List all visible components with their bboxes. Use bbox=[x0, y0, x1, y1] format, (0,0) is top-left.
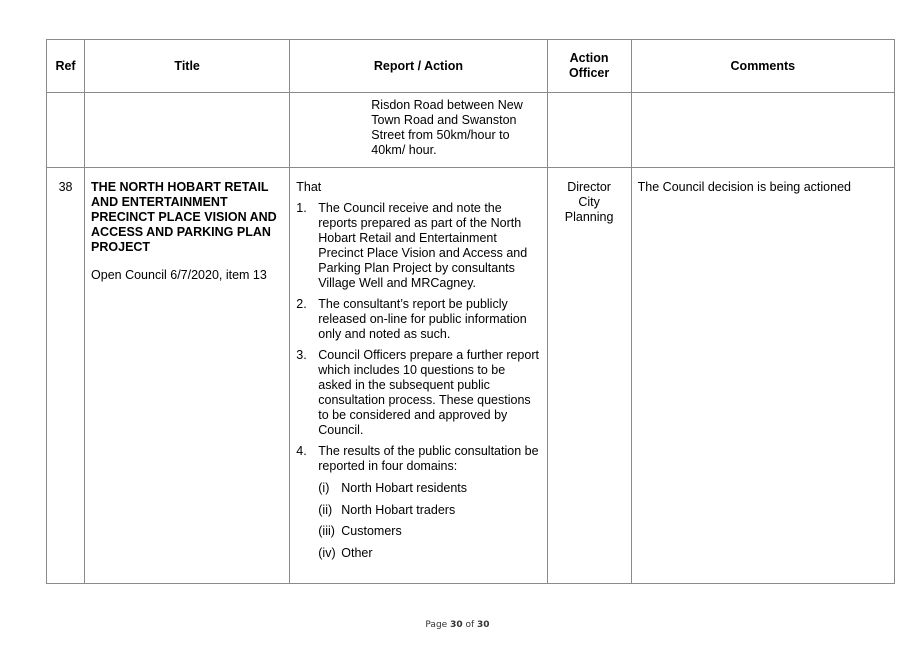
domains-list bbox=[318, 481, 540, 561]
page-footer bbox=[0, 620, 915, 630]
footer-page-number: 30 bbox=[450, 620, 463, 630]
continuation-row bbox=[47, 93, 895, 168]
cont-report-cell bbox=[290, 93, 547, 168]
list-item bbox=[296, 297, 540, 342]
header-action-officer bbox=[547, 40, 631, 93]
domain-text: North Hobart traders bbox=[341, 502, 456, 517]
header-ref: Ref bbox=[47, 40, 85, 93]
list-item-number: 4. bbox=[296, 444, 307, 458]
continuation-report-text: Risdon Road between New Town Road and Swanston Street from 50km/hour to 40km/ hour. bbox=[371, 98, 523, 157]
list-item bbox=[296, 444, 540, 567]
header-action-officer-line1: Action bbox=[569, 51, 609, 65]
list-item-text: The Council receive and note the reports prepared as part of the North Hobart Retail and Entertainment Precinct Place Vision and Access and Parking Plan Project by consultants Village Well and MRCagney. bbox=[318, 201, 528, 290]
domain-number: (iv) bbox=[318, 545, 336, 560]
domain-number: (iii) bbox=[318, 524, 335, 538]
list-item-text: The consultant’s report be publicly released on-line for public information only and noted as such. bbox=[318, 297, 527, 341]
footer-page-word: Page bbox=[425, 620, 448, 630]
domain-text: Other bbox=[341, 545, 373, 560]
list-item-text: Council Officers prepare a further report which includes 10 questions to be asked in the subsequent public consultation process. These questions to be considered and approved by Council. bbox=[318, 348, 539, 437]
list-item-number: 1. bbox=[296, 201, 307, 215]
table-row bbox=[47, 168, 895, 584]
report-cell bbox=[290, 168, 547, 584]
header-report-action: Report / Action bbox=[290, 40, 547, 93]
report-items-list bbox=[296, 201, 540, 567]
domain-number: (i) bbox=[318, 481, 330, 495]
domain-item bbox=[318, 503, 540, 518]
comments-cell: The Council decision is being actioned bbox=[631, 168, 894, 584]
list-item-content bbox=[318, 444, 540, 567]
meeting-reference: Open Council 6/7/2020, item 13 bbox=[91, 268, 267, 282]
footer-total-pages: 30 bbox=[477, 620, 490, 630]
list-item-number: 2. bbox=[296, 297, 307, 311]
domain-item bbox=[318, 481, 540, 496]
list-item-text: The results of the public consultation be reported in four domains: bbox=[318, 444, 539, 473]
domain-text: North Hobart residents bbox=[341, 481, 468, 495]
action-officer-line2: City bbox=[578, 195, 600, 209]
title-cell bbox=[85, 168, 290, 584]
header-comments: Comments bbox=[631, 40, 894, 93]
ref-cell: 38 bbox=[47, 168, 85, 584]
header-action-officer-line2: Officer bbox=[568, 66, 610, 80]
domain-item bbox=[318, 524, 540, 539]
list-item-number: 3. bbox=[296, 348, 307, 362]
cont-comments-cell bbox=[631, 93, 894, 168]
list-item bbox=[296, 201, 540, 291]
header-title: Title bbox=[85, 40, 290, 93]
footer-of-word: of bbox=[465, 620, 475, 630]
cont-ref-cell bbox=[47, 93, 85, 168]
domain-item bbox=[318, 546, 540, 561]
cont-officer-cell bbox=[547, 93, 631, 168]
cont-title-cell bbox=[85, 93, 290, 168]
action-officer-line3: Planning bbox=[564, 210, 614, 224]
header-row bbox=[47, 40, 895, 93]
action-officer-cell bbox=[547, 168, 631, 584]
domain-text: Customers bbox=[341, 524, 402, 538]
action-officer-line1: Director bbox=[567, 180, 611, 194]
item-title: THE NORTH HOBART RETAIL AND ENTERTAINMENT PRECINCT PLACE VISION AND ACCESS AND PARKING PLAN PROJECT bbox=[91, 180, 277, 254]
report-intro: That bbox=[296, 180, 322, 194]
domain-number: (ii) bbox=[318, 502, 333, 517]
action-table bbox=[46, 39, 895, 584]
list-item bbox=[296, 348, 540, 438]
